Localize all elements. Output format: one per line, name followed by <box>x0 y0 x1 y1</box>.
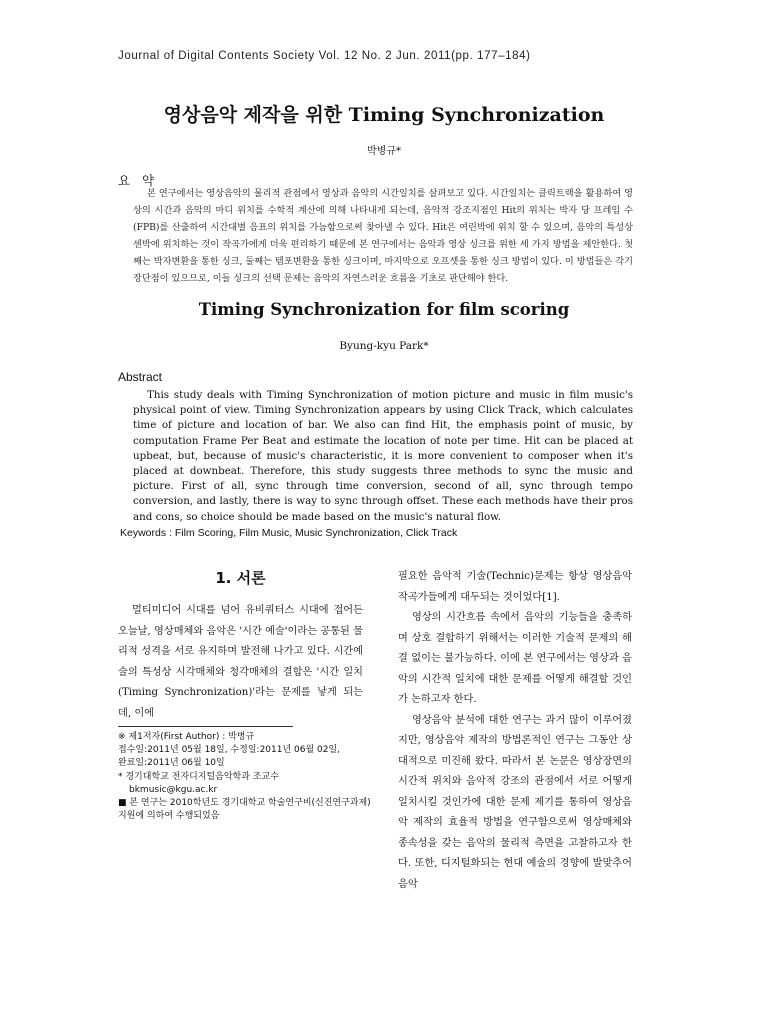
abstract-heading-english: Abstract <box>118 370 163 384</box>
footnote-dates: 접수일:2011년 05월 18일, 수정일:2011년 06월 02일, <box>118 745 341 756</box>
keywords: Keywords : Film Scoring, Film Music, Music Synchronization, Click Track <box>120 527 458 539</box>
abstract-korean: 본 연구에서는 영상음악의 물리적 관점에서 영상과 음악의 시간일치를 살펴보고 있다. 시간일치는 클릭트랙을 활용하여 영상의 시간과 음악의 마디 위치를 수학적 계산에 의해 나타내게 되는데, 음악적 강조지점인 Hit의 위치는 박자 당 프레임 수(FPB)를 산출하여 시간대별 음표의 위치를 가늠함으로써 찾아낼 수 있다. Hit은 여린박에 위치 할 수 있으며, 음악의 특성상 센박에 위치하는 것이 작곡가에게 더욱 편리하기 때문에 본 연구에서는 음악과 영상 싱크를 위한 세 가지 방법을 제안한다. 첫째는 박자변환을 통한 싱크, 둘째는 템포변환을 통한 싱크이며, 마지막으로 오프셋을 통한 싱크 방법이 있다. 이 방법들은 각기 장단점이 있으므로, 이들 싱크의 선택 문제는 음악의 자연스러운 흐름을 기초로 판단해야 한다. <box>133 188 633 284</box>
footnotes <box>118 731 378 823</box>
footnote-email: bkmusic@kgu.ac.kr <box>129 784 218 795</box>
author-korean: 박병규* <box>367 146 401 157</box>
author-english: Byung-kyu Park* <box>339 340 429 352</box>
intro-paragraph: 영상음악 분석에 대한 연구는 과거 많이 이루어졌지만, 영상음악 제작의 방법론적인 연구는 그동안 상대적으로 미진해 왔다. 따라서 본 논문은 영상장면의 시간적 위치와 음악적 강조의 관점에서 서로 어떻게 일치시킬 것인가에 대한 문제 제기를 통하여 영상음악 제작의 효율적 방법을 연구함으로써 영상매체와 종속성을 갖는 음악의 물리적 측면을 고찰하고자 한다. 또한, 디지털화되는 현대 예술의 경향에 발맞추어 음악 <box>398 714 632 890</box>
footnote-affiliation: * 경기대학교 전자디지털음악학과 조교수 <box>118 771 279 782</box>
intro-left-column: 멀티미디어 시대를 넘어 유비쿼터스 시대에 접어든 오늘날, 영상매체와 음악은 '시간 예술'이라는 공통된 물리적 성격을 서로 유지하며 발전해 나가고 있다. 시간예술의 특성상 시각매체와 청각매체의 결합은 '시간 일치(Timing Synchronization)'라는 문제를 낳게 되는데, 이에 <box>118 605 363 719</box>
title-english: Timing Synchronization for film scoring <box>198 300 570 319</box>
journal-header: Journal of Digital Contents Society Vol. 12 No. 2 Jun. 2011(pp. 177–184) <box>118 50 531 62</box>
intro-paragraph: 필요한 음악적 기술(Technic)문제는 항상 영상음악 작곡가들에게 대두되는 것이었다[1]. <box>398 571 632 603</box>
abstract-heading-korean: 요 약 <box>118 173 159 188</box>
footnote-dates-completed: 완료일:2011년 06월 10일 <box>118 758 225 769</box>
title-korean: 영상음악 제작을 위한 Timing Synchronization <box>163 104 605 126</box>
abstract-english: This study deals with Timing Synchronization of motion picture and music in film music's physical point of view. Timing Synchronization appears by using Click Track, which calculates time of picture and location of bar. We also can find Hit, the emphasis point of music, by computation Frame Per Beat and estimate the location of note per time. Hit can be placed at upbeat, but, because of music's characteristic, it is more convenient to composer when it's placed at downbeat. Therefore, this study suggests three methods to sync the music and picture. First of all, sync through time conversion, second of all, sync through tempo conversion, and lastly, there is way to sync through offset. These each methods have their pros and cons, so choice should be made based on the music's natural flow. <box>133 389 633 523</box>
intro-right-column <box>398 567 632 895</box>
footnote-funding: ■ 본 연구는 2010학년도 경기대학교 학술연구비(신진연구과제) 지원에 의하여 수행되었음 <box>118 798 371 822</box>
intro-paragraph: 영상의 시간흐름 속에서 음악의 기능들을 충족하며 상호 결합하기 위해서는 이러한 기술적 문제의 해결 없이는 불가능하다. 이에 본 연구에서는 영상과 음악의 시간적 일치에 대한 문제를 어떻게 해결할 것인가 논하고자 한다. <box>398 612 632 705</box>
footnote-first-author: ※ 제1저자(First Author) : 박병규 <box>118 732 255 742</box>
footnote-divider <box>118 726 293 727</box>
section-heading-introduction: 1. 서론 <box>215 569 266 587</box>
